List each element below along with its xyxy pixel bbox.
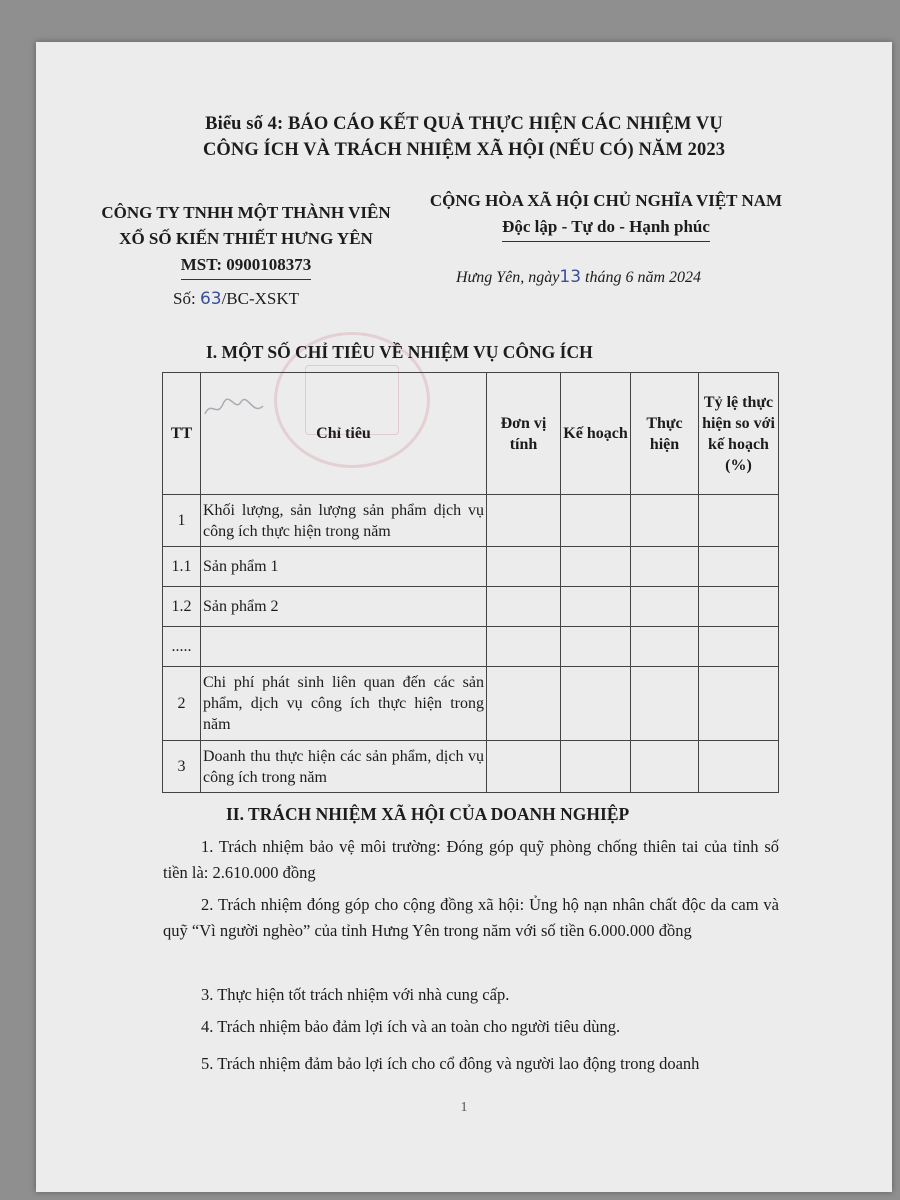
- page-number: 1: [460, 1100, 468, 1115]
- row-label: Doanh thu thực hiện các sản phẩm, dịch vụ công ích trong năm: [201, 741, 487, 793]
- row-tt: 1: [163, 495, 201, 547]
- row-tt: .....: [163, 627, 201, 667]
- date-day: 13: [559, 267, 582, 287]
- col-header-tt: TT: [163, 373, 201, 495]
- date-month-year: tháng 6 năm 2024: [585, 269, 702, 286]
- report-title-line2: CÔNG ÍCH VÀ TRÁCH NHIỆM XÃ HỘI (NẾU CÓ) NĂM 2023: [202, 140, 726, 160]
- row-label: Sản phẩm 2: [201, 587, 487, 627]
- col-header-actual: Thực hiện: [631, 373, 699, 495]
- csr-item-2: 2. Trách nhiệm đóng góp cho cộng đồng xã hội: Ủng hộ nạn nhân chất độc da cam và quỹ “Vì người nghèo” của tỉnh Hưng Yên trong năm với số tiền 6.000.000 đồng: [163, 895, 779, 940]
- table-row: [163, 667, 779, 741]
- national-motto: Độc lập - Tự do - Hạnh phúc: [502, 214, 710, 242]
- csr-item-5: 5. Trách nhiệm đảm bảo lợi ích cho cổ đông và người lao động trong doanh: [201, 1054, 700, 1073]
- national-title: CỘNG HÒA XÃ HỘI CHỦ NGHĨA VIỆT NAM: [429, 191, 783, 210]
- col-header-ratio: Tỷ lệ thực hiện so với kế hoạch (%): [699, 373, 779, 495]
- company-name-line2: XỔ SỐ KIẾN THIẾT HƯNG YÊN: [119, 229, 373, 248]
- col-header-plan: Kế hoạch: [561, 373, 631, 495]
- table-row: [163, 547, 779, 587]
- row-label: Sản phẩm 1: [201, 547, 487, 587]
- public-service-indicators-table: [162, 372, 779, 793]
- document-page: [36, 42, 892, 1192]
- col-header-indicator: Chỉ tiêu: [201, 373, 487, 495]
- company-name-line1: CÔNG TY TNHH MỘT THÀNH VIÊN: [101, 203, 391, 222]
- col-header-unit: Đơn vị tính: [487, 373, 561, 495]
- date-prefix: Hưng Yên, ngày: [456, 269, 560, 286]
- table-row: [163, 587, 779, 627]
- row-label: Chi phí phát sinh liên quan đến các sản phẩm, dịch vụ công ích thực hiện trong năm: [201, 667, 487, 741]
- table-row: [163, 627, 779, 667]
- doc-number-value: 63: [199, 289, 222, 309]
- doc-number-suffix: /BC-XSKT: [221, 289, 300, 308]
- section1-heading: I. MỘT SỐ CHỈ TIÊU VỀ NHIỆM VỤ CÔNG ÍCH: [206, 342, 593, 362]
- table-row: [163, 741, 779, 793]
- row-label: Khối lượng, sản lượng sản phẩm dịch vụ công ích thực hiện trong năm: [201, 495, 487, 547]
- document-number: [173, 289, 299, 309]
- table-header-row: [163, 373, 779, 495]
- csr-item-4: 4. Trách nhiệm bảo đảm lợi ích và an toàn cho người tiêu dùng.: [201, 1017, 621, 1036]
- row-tt: 2: [163, 667, 201, 741]
- table-row: [163, 495, 779, 547]
- row-tt: 1.2: [163, 587, 201, 627]
- national-header: [406, 188, 806, 242]
- row-tt: 3: [163, 741, 201, 793]
- csr-item-3: 3. Thực hiện tốt trách nhiệm với nhà cung cấp.: [201, 985, 510, 1004]
- report-title-line1: Biểu số 4: BÁO CÁO KẾT QUẢ THỰC HIỆN CÁC NHIỆM VỤ: [205, 114, 723, 134]
- doc-number-prefix: Số:: [173, 289, 196, 308]
- tax-code: MST: 0900108373: [181, 252, 312, 280]
- row-tt: 1.1: [163, 547, 201, 587]
- company-header: [91, 200, 401, 280]
- document-date: [456, 267, 701, 287]
- row-label: [201, 627, 487, 667]
- csr-item-1: 1. Trách nhiệm bảo vệ môi trường: Đóng góp quỹ phòng chống thiên tai của tỉnh số tiền là: 2.610.000 đồng: [163, 837, 779, 882]
- section2-heading: II. TRÁCH NHIỆM XÃ HỘI CỦA DOANH NGHIỆP: [226, 804, 630, 824]
